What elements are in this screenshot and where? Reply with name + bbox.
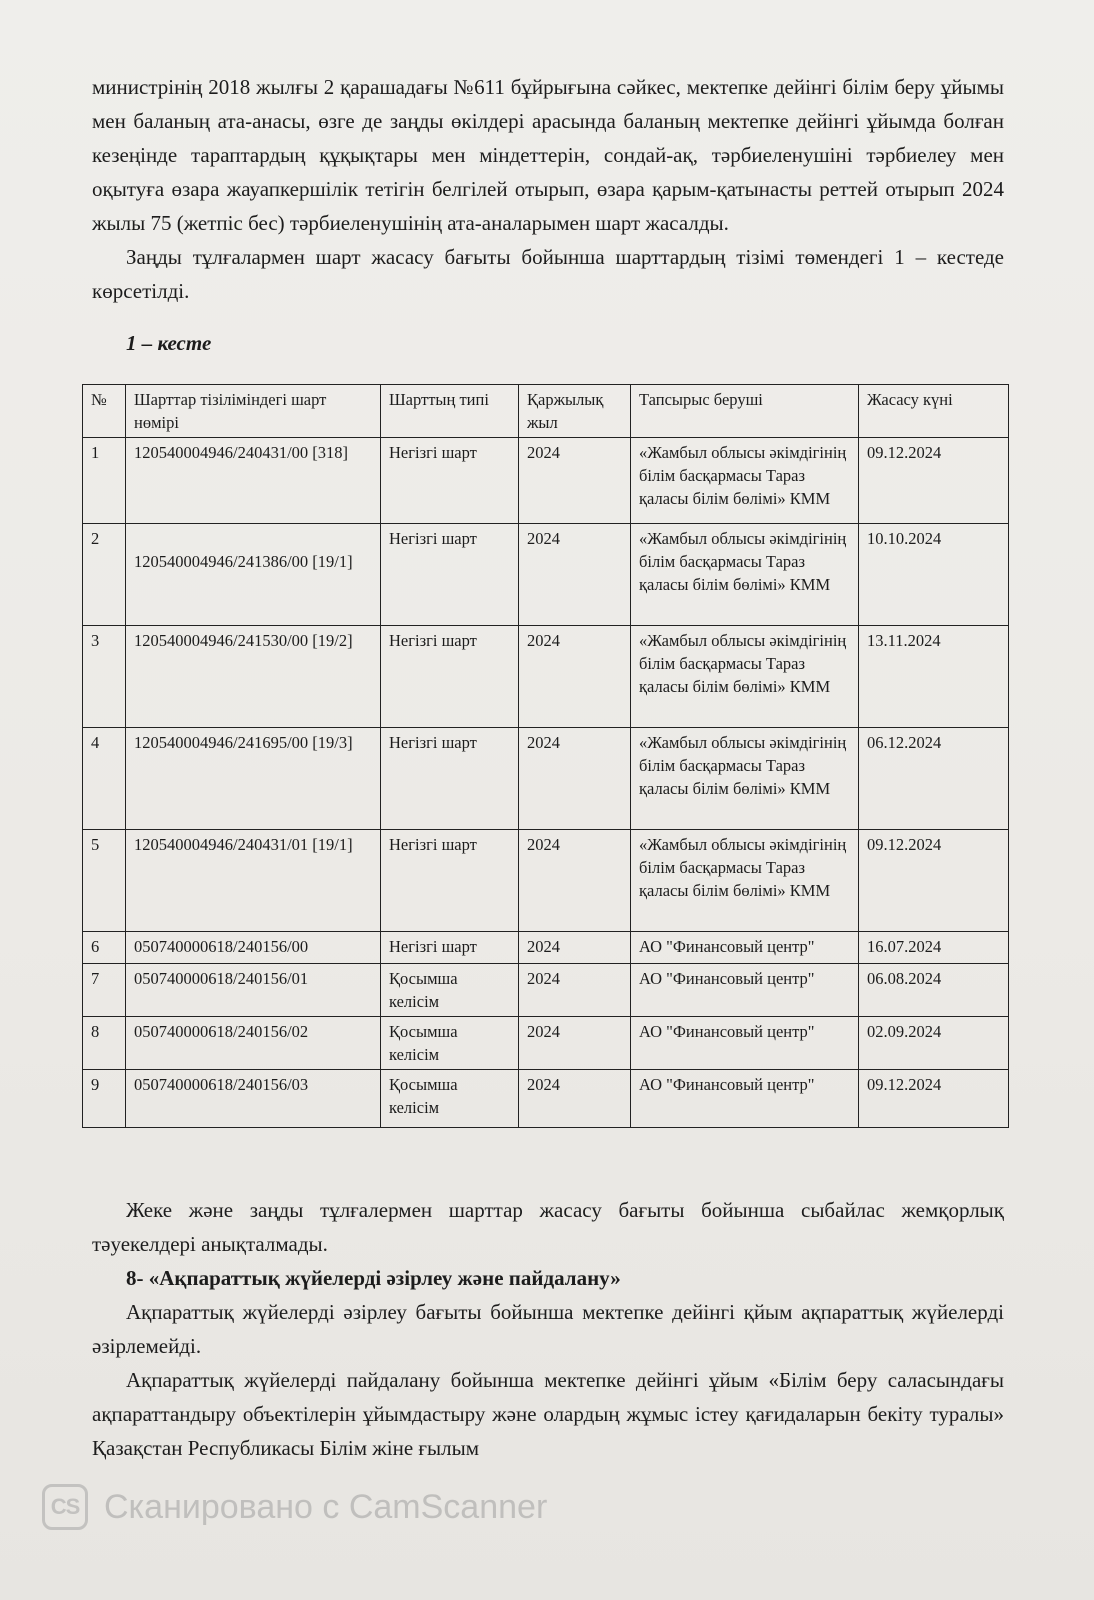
cell-contract-type: Негізгі шарт	[381, 728, 519, 830]
intro-section	[92, 70, 1004, 308]
cell-year: 2024	[519, 524, 631, 626]
table-row	[83, 1070, 1009, 1128]
cell-contract-number: 120540004946/240431/01 [19/1]	[126, 830, 381, 932]
cell-contract-number: 050740000618/240156/00	[126, 932, 381, 964]
cell-date: 09.12.2024	[859, 1070, 1009, 1128]
header-financial-year: Қаржылық жыл	[519, 385, 631, 438]
cell-no: 7	[83, 964, 126, 1017]
cell-no: 4	[83, 728, 126, 830]
table-row	[83, 932, 1009, 964]
cell-customer: «Жамбыл облысы әкімдігінің білім басқармасы Тараз қаласы білім бөлімі» КММ	[631, 830, 859, 932]
cell-customer: АО "Финансовый центр"	[631, 1070, 859, 1128]
table-caption: 1 – кесте	[126, 331, 212, 355]
cell-year: 2024	[519, 830, 631, 932]
cell-date: 16.07.2024	[859, 932, 1009, 964]
cell-no: 6	[83, 932, 126, 964]
cell-contract-number: 120540004946/241386/00 [19/1]	[126, 524, 381, 626]
table-row	[83, 1017, 1009, 1070]
cell-no: 3	[83, 626, 126, 728]
table-row	[83, 830, 1009, 932]
table-row	[83, 728, 1009, 830]
table-row	[83, 626, 1009, 728]
cell-customer: АО "Финансовый центр"	[631, 932, 859, 964]
cell-contract-type: Қосымша келісім	[381, 964, 519, 1017]
table-header-row	[83, 385, 1009, 438]
corruption-risk-paragraph: Жеке және заңды тұлғалермен шарттар жасасу бағыты бойынша сыбайлас жемқорлық тәуекелдері анықталмады.	[92, 1198, 1004, 1256]
cell-date: 06.08.2024	[859, 964, 1009, 1017]
cell-contract-number: 120540004946/241530/00 [19/2]	[126, 626, 381, 728]
cell-contract-number: 120540004946/240431/00 [318]	[126, 438, 381, 524]
cell-year: 2024	[519, 932, 631, 964]
table-row	[83, 438, 1009, 524]
cell-contract-number: 050740000618/240156/03	[126, 1070, 381, 1128]
cell-contract-type: Негізгі шарт	[381, 626, 519, 728]
cell-contract-type: Негізгі шарт	[381, 524, 519, 626]
cell-year: 2024	[519, 1070, 631, 1128]
cell-customer: АО "Финансовый центр"	[631, 964, 859, 1017]
section-heading: 8- «Ақпараттық жүйелерді әзірлеу және пайдалану»	[126, 1266, 621, 1290]
header-date: Жасасу күні	[859, 385, 1009, 438]
cell-customer: «Жамбыл облысы әкімдігінің білім басқармасы Тараз қаласы білім бөлімі» КММ	[631, 524, 859, 626]
cell-no: 2	[83, 524, 126, 626]
watermark-text: Сканировано с CamScanner	[104, 1487, 548, 1526]
cell-contract-type: Негізгі шарт	[381, 932, 519, 964]
section-paragraph-2: Ақпараттық жүйелерді пайдалану бойынша мектепке дейінгі ұйым «Білім беру саласындағы ақпараттандыру объектілерін ұйымдастыру және олардың жұмыс істеу қағидаларын бекіту туралы» Қазақстан Республикасы Білім жіне ғылым	[92, 1368, 1004, 1460]
table-row	[83, 524, 1009, 626]
table-row	[83, 964, 1009, 1017]
cell-year: 2024	[519, 728, 631, 830]
header-contract-number: Шарттар тізіліміндегі шарт нөмірі	[126, 385, 381, 438]
cell-customer: АО "Финансовый центр"	[631, 1017, 859, 1070]
cell-date: 09.12.2024	[859, 438, 1009, 524]
intro-paragraph: министрінің 2018 жылғы 2 қарашадағы №611 бұйрығына сәйкес, мектепке дейінгі білім беру ұйымы мен баланың ата-анасы, өзге де заңды өкілдері арасында баланың мектепке дейінгі ұйымда болған кезеңінде тараптардың құқықтары мен міндеттерін, сондай-ақ, тәрбиеленушіні тәрбиелеу мен оқытуға өзара жауапкершілік тетігін белгілей отырып, өзара қарым-қатынасты реттей отырып 2024 жылы 75 (жетпіс бес) тәрбиеленушінің ата-аналарымен шарт жасалды.	[92, 75, 1004, 235]
section-paragraph-1: Ақпараттық жүйелерді әзірлеу бағыты бойынша мектепке дейінгі қйым ақпараттық жүйелерді әзірлемейді.	[92, 1300, 1004, 1358]
cell-date: 13.11.2024	[859, 626, 1009, 728]
cell-contract-type: Қосымша келісім	[381, 1017, 519, 1070]
header-contract-type: Шарттың типі	[381, 385, 519, 438]
cell-year: 2024	[519, 964, 631, 1017]
cell-contract-number: 120540004946/241695/00 [19/3]	[126, 728, 381, 830]
cell-date: 10.10.2024	[859, 524, 1009, 626]
cell-no: 5	[83, 830, 126, 932]
cell-no: 8	[83, 1017, 126, 1070]
cell-customer: «Жамбыл облысы әкімдігінің білім басқармасы Тараз қаласы білім бөлімі» КММ	[631, 438, 859, 524]
header-no: №	[83, 385, 126, 438]
cell-contract-type: Негізгі шарт	[381, 830, 519, 932]
cell-date: 06.12.2024	[859, 728, 1009, 830]
cell-contract-type: Қосымша келісім	[381, 1070, 519, 1128]
cell-year: 2024	[519, 438, 631, 524]
cell-no: 9	[83, 1070, 126, 1128]
cell-contract-number: 050740000618/240156/01	[126, 964, 381, 1017]
cell-contract-type: Негізгі шарт	[381, 438, 519, 524]
cell-year: 2024	[519, 626, 631, 728]
after-table-section	[92, 1193, 1004, 1465]
cell-customer: «Жамбыл облысы әкімдігінің білім басқармасы Тараз қаласы білім бөлімі» КММ	[631, 626, 859, 728]
camscanner-logo-icon: CS	[42, 1484, 88, 1530]
cell-customer: «Жамбыл облысы әкімдігінің білім басқармасы Тараз қаласы білім бөлімі» КММ	[631, 728, 859, 830]
cell-date: 02.09.2024	[859, 1017, 1009, 1070]
cell-date: 09.12.2024	[859, 830, 1009, 932]
cell-no: 1	[83, 438, 126, 524]
cell-contract-number: 050740000618/240156/02	[126, 1017, 381, 1070]
cell-year: 2024	[519, 1017, 631, 1070]
header-customer: Тапсырыс беруші	[631, 385, 859, 438]
intro-paragraph-2: Заңды тұлғалармен шарт жасасу бағыты бойынша шарттардың тізімі төмендегі 1 – кестеде көрсетілді.	[92, 245, 1004, 303]
contracts-table	[82, 384, 1009, 1128]
camscanner-watermark	[42, 1482, 547, 1532]
